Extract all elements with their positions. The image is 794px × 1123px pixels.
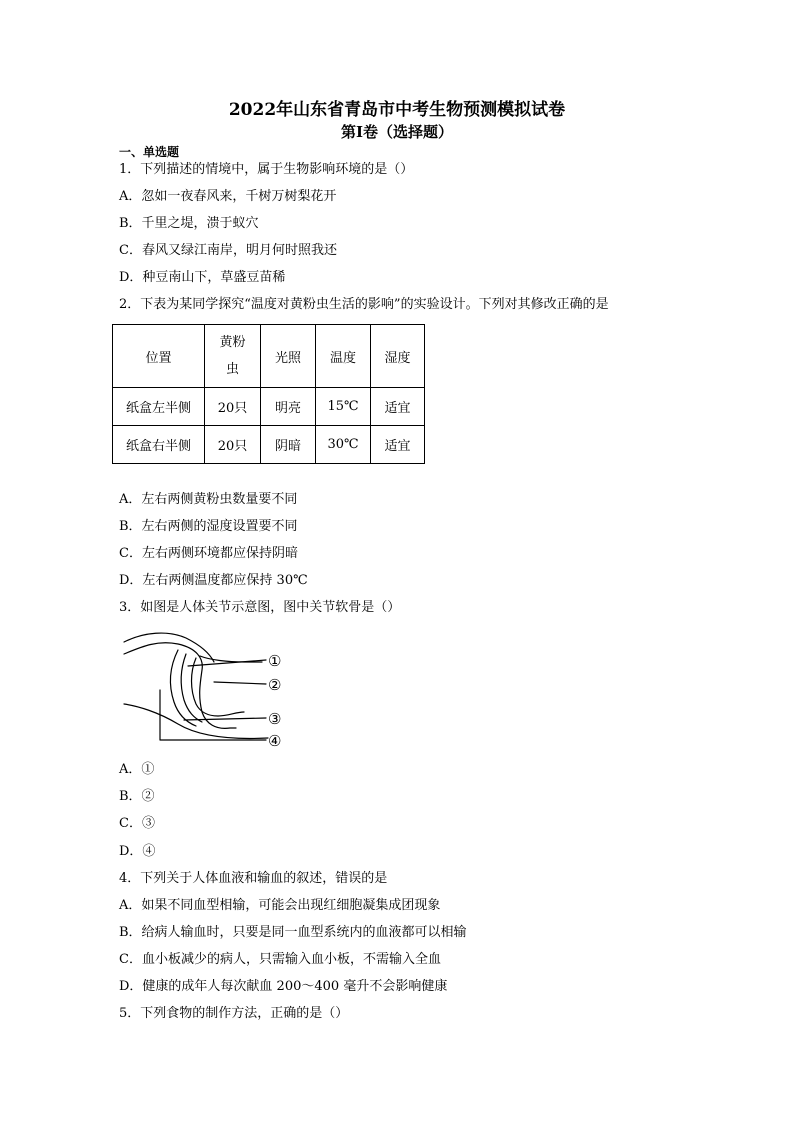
capsule-lower	[124, 704, 268, 738]
exam-title: 2022年山东省青岛市中考生物预测模拟试卷	[228, 100, 566, 120]
question-2-stem: 2．下表为某同学探究“温度对黄粉虫生活的影响”的实验设计。下列对其修改正确的是	[119, 297, 609, 312]
question-4-option-b: B．给病人输血时，只要是同一血型系统内的血液都可以相输	[119, 925, 467, 940]
question-1-option-a: A．忽如一夜春风来，千树万树梨花开	[119, 189, 337, 204]
question-2-option-c: C．左右两侧环境都应保持阴暗	[119, 546, 298, 561]
table-header-text: 虫	[225, 362, 239, 377]
table-header-row	[113, 325, 425, 388]
leader-line-2	[214, 682, 266, 684]
table-cell: 适宜	[371, 426, 425, 464]
diagram-label-4: ④	[268, 732, 282, 750]
table-header-cell: 光照	[261, 325, 316, 388]
table-cell: 30℃	[316, 426, 371, 464]
question-4-option-c: C．血小板减少的病人，只需输入血小板，不需输入全血	[119, 952, 441, 967]
table-cell: 15℃	[316, 388, 371, 426]
leader-line-4	[160, 690, 266, 740]
question-2-option-b: B．左右两侧的湿度设置要不同	[119, 519, 298, 534]
table-header-cell	[205, 325, 261, 388]
table-cell: 纸盒左半侧	[113, 388, 205, 426]
experiment-table	[112, 324, 425, 464]
diagram-label-3: ③	[268, 710, 282, 728]
question-2-option-a: A．左右两侧黄粉虫数量要不同	[119, 492, 298, 507]
exam-subtitle: 第I卷（选择题）	[340, 123, 454, 141]
table-cell: 20只	[205, 388, 261, 426]
table-header-cell: 湿度	[371, 325, 425, 388]
question-1-option-c: C．春风又绿江南岸，明月何时照我还	[119, 243, 337, 258]
question-1-option-b: B．千里之堤，溃于蚁穴	[119, 216, 259, 231]
table-row	[113, 388, 425, 426]
question-1-stem: 1．下列描述的情境中，属于生物影响环境的是（）	[119, 162, 414, 177]
diagram-label-2: ②	[268, 676, 282, 694]
question-4-option-a: A．如果不同血型相输，可能会出现红细胞凝集成团现象	[119, 898, 441, 913]
table-header-cell: 位置	[113, 325, 205, 388]
table-row	[113, 426, 425, 464]
question-3-option-a: A．①	[119, 762, 155, 777]
diagram-label-1: ①	[268, 652, 282, 670]
table-cell: 20只	[205, 426, 261, 464]
question-5-stem: 5．下列食物的制作方法，正确的是（）	[119, 1006, 349, 1021]
question-2-option-d: D．左右两侧温度都应保持 30℃	[119, 573, 308, 588]
table-cell: 阴暗	[261, 426, 316, 464]
question-3-stem: 3．如图是人体关节示意图，图中关节软骨是（）	[119, 600, 401, 615]
question-4-stem: 4．下列关于人体血液和输血的叙述，错误的是	[119, 871, 388, 886]
table-cell: 纸盒右半侧	[113, 426, 205, 464]
section-heading: 一、单选题	[119, 145, 180, 159]
joint-diagram	[118, 632, 288, 754]
question-4-option-d: D．健康的成年人每次献血 200～400 毫升不会影响健康	[119, 979, 448, 994]
question-3-option-b: B．②	[119, 789, 155, 804]
question-1-option-d: D．种豆南山下，草盛豆苗稀	[119, 270, 286, 285]
table-header-cell: 温度	[316, 325, 371, 388]
question-3-option-d: D．④	[119, 844, 156, 859]
table-cell: 明亮	[261, 388, 316, 426]
table-header-text: 黄粉	[219, 335, 246, 350]
question-3-option-c: C．③	[119, 816, 155, 831]
table-cell: 适宜	[371, 388, 425, 426]
